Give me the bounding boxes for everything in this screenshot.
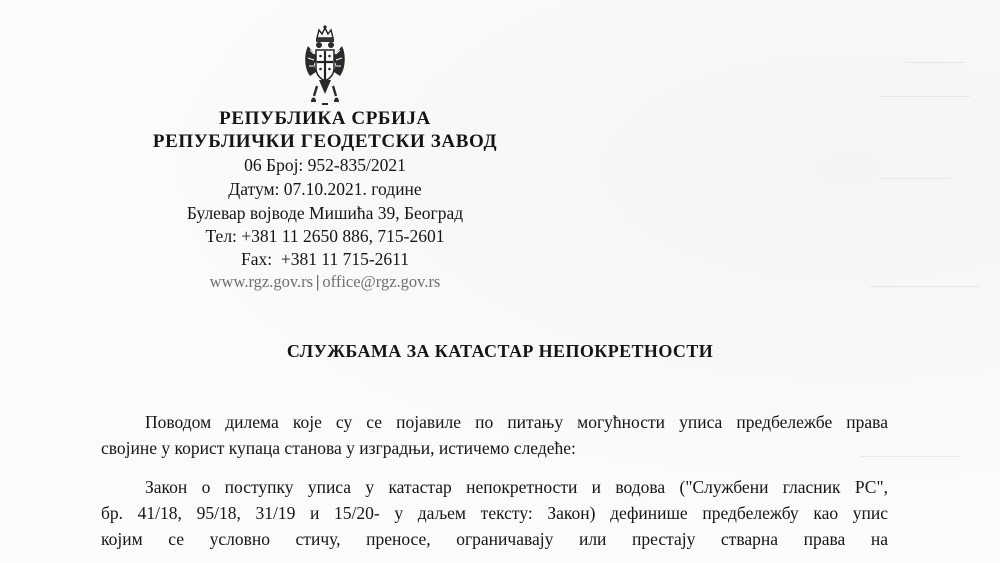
paragraph-line: својине у корист купаца станова у изградњи, истичемо следеће: [101,438,576,458]
paragraph-line: бр. 41/18, 95/18, 31/19 и 15/20- у даљем тексту: Закон) дефинише предбележбу као упис [101,503,888,523]
bleed-through-mark [880,96,970,97]
document-heading: СЛУЖБАМА ЗА КАТАСТАР НЕПОКРЕТНОСТИ [286,341,714,361]
phone-number: Тел: +381 11 2650 886, 715-2601 [205,226,445,246]
country-name: РЕПУБЛИКА СРБИЈА [219,108,431,129]
document-number: 06 Број: 952-835/2021 [244,155,406,175]
fax-number: Fax: +381 11 715-2611 [240,249,409,269]
institution-address: Булевар војводе Мишића 39, Београд [186,203,464,223]
bleed-through-mark [880,178,950,179]
paragraph-line: којим се условно стичу, преносе, ограничавају или престају стварна права на [101,529,888,549]
contact-separator: | [316,272,320,291]
bleed-through-mark [905,62,965,63]
website-link[interactable]: www.rgz.gov.rs [209,272,314,291]
institution-name: РЕПУБЛИЧКИ ГЕОДЕТСКИ ЗАВОД [152,131,498,152]
bleed-through-mark [870,286,980,287]
paragraph-1 [101,409,888,461]
email-link[interactable]: office@rgz.gov.rs [322,272,441,291]
document-date: Датум: 07.10.2021. године [228,179,422,199]
contact-links [100,272,550,292]
coat-of-arms-icon [302,24,348,108]
paragraph-line: Поводом дилема које су се појавиле по питању могућности уписа предбележбе права [145,412,888,432]
paragraph-2 [101,474,888,552]
paragraph-line: Закон о поступку уписа у катастар непокретности и водова ("Службени гласник РС", [145,477,888,497]
